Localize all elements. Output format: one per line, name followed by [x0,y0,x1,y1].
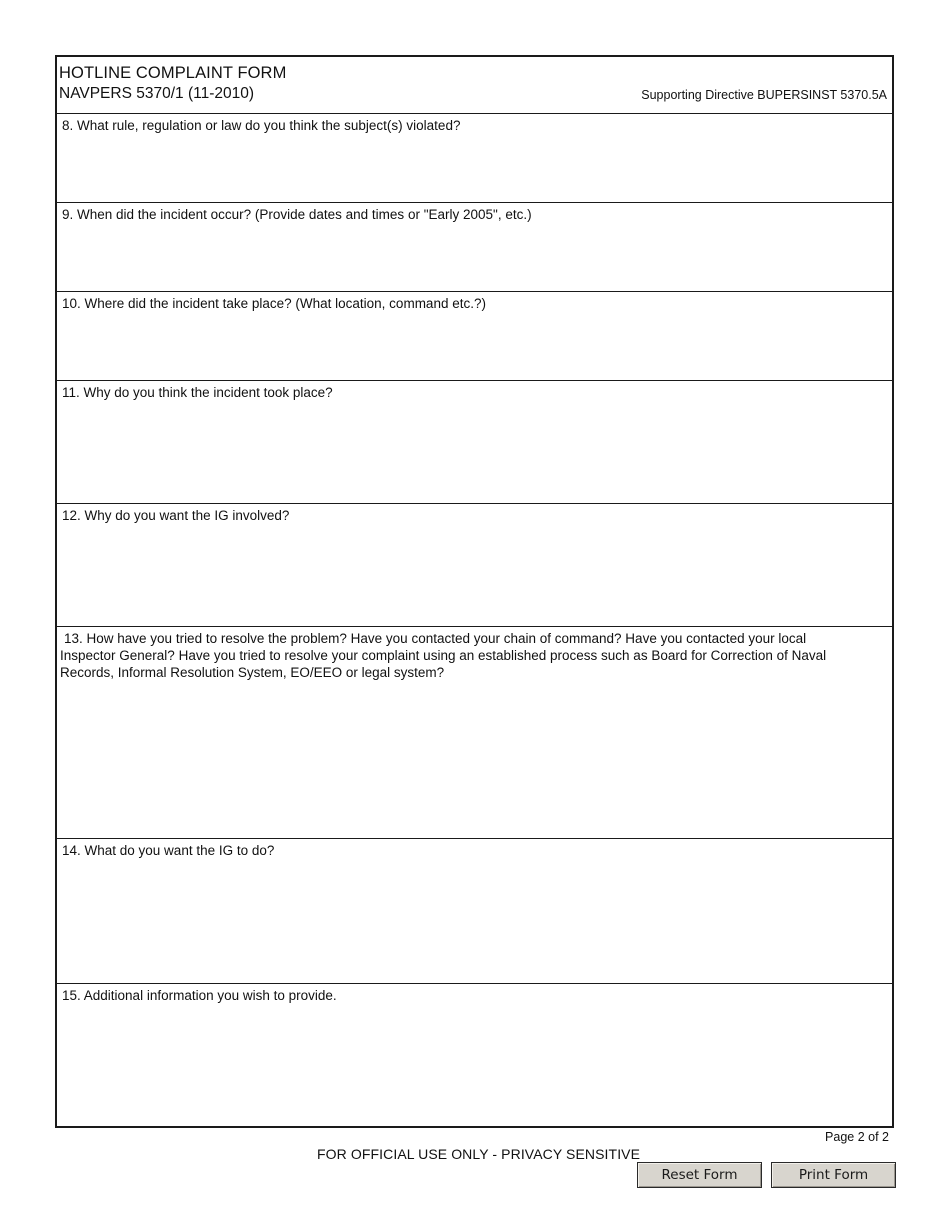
question-14-label: 14. What do you want the IG to do? [62,843,275,858]
page-number: Page 2 of 2 [825,1130,889,1144]
question-13-section [57,627,892,839]
question-14-section [57,839,892,984]
question-12-label: 12. Why do you want the IG involved? [62,508,290,523]
question-13-label: 13. How have you tried to resolve the problem? Have you contacted your chain of command? Have you contacted your local Inspector General? Have you tried to resolve your complaint using an established process such as Board for Correction of Naval Records, Informal Resolution System, EO/EEO or legal system? [60,631,827,680]
question-8-field[interactable] [61,136,888,198]
question-8-section [57,114,892,203]
supporting-directive: Supporting Directive BUPERSINST 5370.5A [641,88,887,102]
question-15-field[interactable] [61,1006,888,1124]
question-10-field[interactable] [61,314,888,376]
print-form-button[interactable]: Print Form [771,1162,896,1188]
question-9-field[interactable] [61,225,888,287]
question-9-label: 9. When did the incident occur? (Provide dates and times or "Early 2005", etc.) [62,207,532,222]
question-14-field[interactable] [61,861,888,979]
question-13-field[interactable] [61,685,888,834]
form-number: NAVPERS 5370/1 (11-2010) [59,85,255,102]
reset-form-button[interactable]: Reset Form [637,1162,762,1188]
question-11-field[interactable] [61,403,888,499]
form-header [57,57,892,114]
question-8-label: 8. What rule, regulation or law do you think the subject(s) violated? [62,118,461,133]
question-10-label: 10. Where did the incident take place? (What location, command etc.?) [62,296,486,311]
question-11-label: 11. Why do you think the incident took place? [62,385,333,400]
question-15-label: 15. Additional information you wish to provide. [62,988,337,1003]
question-12-section [57,504,892,627]
complaint-form [55,55,894,1128]
question-11-section [57,381,892,504]
form-title: HOTLINE COMPLAINT FORM [59,64,287,82]
classification-marking: FOR OFFICIAL USE ONLY - PRIVACY SENSITIVE [317,1146,641,1162]
question-10-section [57,292,892,381]
question-15-section [57,984,892,1128]
question-12-field[interactable] [61,526,888,622]
question-9-section [57,203,892,292]
